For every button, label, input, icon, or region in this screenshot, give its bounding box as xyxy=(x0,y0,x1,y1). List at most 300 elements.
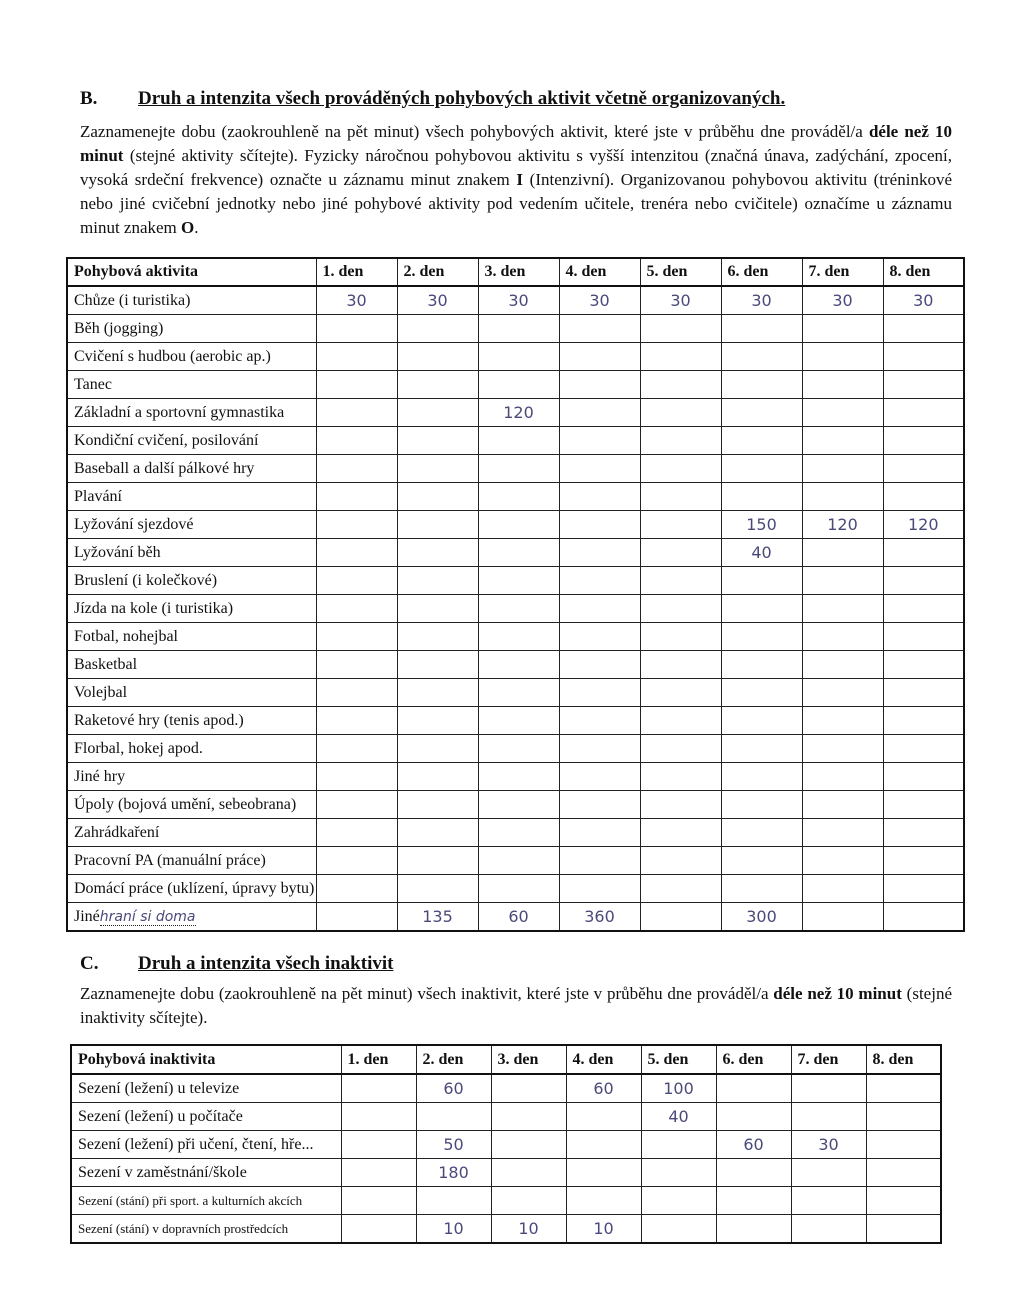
activity-row-label: Plavání xyxy=(67,483,316,511)
activity-cell-day-2[interactable] xyxy=(397,455,478,483)
activity-cell-day-4[interactable] xyxy=(559,595,640,623)
activity-cell-day-4[interactable] xyxy=(559,623,640,651)
activity-cell-day-3[interactable] xyxy=(478,679,559,707)
activity-cell-day-6[interactable] xyxy=(721,651,802,679)
activity-cell-day-4[interactable] xyxy=(559,455,640,483)
activity-cell-day-7[interactable] xyxy=(802,343,883,371)
inactivity-row xyxy=(71,1131,941,1159)
inactivity-cell-day-4[interactable] xyxy=(566,1159,641,1187)
activity-cell-day-5[interactable] xyxy=(640,427,721,455)
activity-cell-day-3[interactable] xyxy=(478,791,559,819)
activity-cell-day-5[interactable] xyxy=(640,875,721,903)
activity-row-label: Bruslení (i kolečkové) xyxy=(67,567,316,595)
activity-header-label: Pohybová aktivita xyxy=(67,258,316,286)
activity-row xyxy=(67,371,964,399)
activity-cell-day-4[interactable] xyxy=(559,819,640,847)
activity-cell-day-7[interactable]: 120 xyxy=(802,511,883,539)
inactivity-cell-day-1[interactable] xyxy=(341,1074,416,1103)
activity-cell-day-6[interactable] xyxy=(721,567,802,595)
activity-cell-day-6[interactable] xyxy=(721,819,802,847)
activity-cell-day-1[interactable] xyxy=(316,371,397,399)
activity-row xyxy=(67,286,964,315)
activity-other-cell-day-7[interactable] xyxy=(802,903,883,932)
activity-header-day-2: 2. den xyxy=(397,258,478,286)
activity-cell-day-7[interactable] xyxy=(802,791,883,819)
activity-cell-day-5[interactable] xyxy=(640,679,721,707)
inactivity-cell-day-6[interactable] xyxy=(716,1187,791,1215)
activity-cell-day-3[interactable] xyxy=(478,763,559,791)
activity-cell-day-6[interactable]: 40 xyxy=(721,539,802,567)
activity-cell-day-3[interactable] xyxy=(478,735,559,763)
activity-row xyxy=(67,623,964,651)
activity-row-label: Jiné hry xyxy=(67,763,316,791)
activity-row xyxy=(67,735,964,763)
activity-cell-day-2[interactable] xyxy=(397,567,478,595)
activity-row-label: Tanec xyxy=(67,371,316,399)
activity-cell-day-2[interactable] xyxy=(397,399,478,427)
activity-cell-day-8[interactable] xyxy=(883,371,964,399)
inactivity-cell-day-3[interactable] xyxy=(491,1159,566,1187)
activity-cell-day-6[interactable] xyxy=(721,679,802,707)
inactivity-cell-day-5[interactable] xyxy=(641,1159,716,1187)
inactivity-header-day-1: 1. den xyxy=(341,1045,416,1074)
section-b-para-3: (Intenzivní). Organizovanou pohybovou aktivitu (tréninkové nebo jiné cvičební jednotky nebo jiné pohybové aktivity pod vedením učitele, trenéra nebo cvičitele) označíme u záznamu minut znakem xyxy=(80,170,952,237)
inactivity-cell-day-7[interactable] xyxy=(791,1103,866,1131)
activity-cell-day-6[interactable] xyxy=(721,427,802,455)
activity-cell-day-7[interactable] xyxy=(802,539,883,567)
activity-row xyxy=(67,679,964,707)
activity-cell-day-3[interactable] xyxy=(478,651,559,679)
activity-row xyxy=(67,455,964,483)
activity-cell-day-5[interactable] xyxy=(640,791,721,819)
activity-cell-day-4[interactable] xyxy=(559,847,640,875)
activity-cell-day-6[interactable] xyxy=(721,399,802,427)
inactivity-cell-day-3[interactable] xyxy=(491,1187,566,1215)
activity-row xyxy=(67,483,964,511)
inactivity-cell-day-5[interactable] xyxy=(641,1131,716,1159)
inactivity-cell-day-1[interactable] xyxy=(341,1187,416,1215)
activity-cell-day-1[interactable] xyxy=(316,539,397,567)
inactivity-row xyxy=(71,1159,941,1187)
activity-cell-day-4[interactable] xyxy=(559,511,640,539)
activity-cell-day-7[interactable] xyxy=(802,371,883,399)
activity-row xyxy=(67,399,964,427)
activity-cell-day-7[interactable] xyxy=(802,735,883,763)
inactivity-cell-day-4[interactable]: 60 xyxy=(566,1074,641,1103)
inactivity-cell-day-2[interactable] xyxy=(416,1103,491,1131)
inactivity-cell-day-4[interactable] xyxy=(566,1187,641,1215)
activity-table xyxy=(66,257,965,932)
activity-row-label: Basketbal xyxy=(67,651,316,679)
activity-cell-day-4[interactable] xyxy=(559,707,640,735)
inactivity-cell-day-6[interactable] xyxy=(716,1159,791,1187)
inactivity-cell-day-6[interactable]: 60 xyxy=(716,1131,791,1159)
activity-other-cell-day-3[interactable]: 60 xyxy=(478,903,559,932)
activity-cell-day-8[interactable] xyxy=(883,315,964,343)
activity-cell-day-3[interactable] xyxy=(478,315,559,343)
activity-cell-day-7[interactable] xyxy=(802,567,883,595)
activity-cell-day-7[interactable] xyxy=(802,427,883,455)
section-b-instructions xyxy=(80,120,952,240)
activity-row-other-label xyxy=(67,903,316,932)
activity-cell-day-3[interactable] xyxy=(478,371,559,399)
activity-cell-day-5[interactable] xyxy=(640,623,721,651)
activity-cell-day-8[interactable] xyxy=(883,567,964,595)
activity-cell-day-7[interactable] xyxy=(802,623,883,651)
activity-cell-day-5[interactable]: 30 xyxy=(640,286,721,315)
activity-cell-day-2[interactable] xyxy=(397,315,478,343)
section-b-para-2: (stejné aktivity sčítejte). Fyzicky náročnou pohybovou aktivitu s vyšší intenzitou (značná únava, zadýchání, zpocení, vysoká srdeční frekvence) označte u záznamu minut znakem xyxy=(80,146,952,189)
inactivity-cell-day-6[interactable] xyxy=(716,1103,791,1131)
activity-other-cell-day-2[interactable]: 135 xyxy=(397,903,478,932)
activity-cell-day-3[interactable] xyxy=(478,483,559,511)
activity-cell-day-1[interactable] xyxy=(316,847,397,875)
activity-cell-day-2[interactable] xyxy=(397,679,478,707)
activity-cell-day-1[interactable]: 30 xyxy=(316,286,397,315)
activity-cell-day-5[interactable] xyxy=(640,707,721,735)
activity-header-day-8: 8. den xyxy=(883,258,964,286)
inactivity-cell-day-2[interactable]: 60 xyxy=(416,1074,491,1103)
inactivity-cell-day-7[interactable] xyxy=(791,1187,866,1215)
activity-cell-day-3[interactable]: 30 xyxy=(478,286,559,315)
activity-header-day-5: 5. den xyxy=(640,258,721,286)
inactivity-cell-day-5[interactable] xyxy=(641,1215,716,1244)
activity-cell-day-5[interactable] xyxy=(640,763,721,791)
activity-cell-day-3[interactable] xyxy=(478,595,559,623)
activity-cell-day-6[interactable]: 30 xyxy=(721,286,802,315)
activity-cell-day-2[interactable] xyxy=(397,623,478,651)
activity-cell-day-1[interactable] xyxy=(316,707,397,735)
activity-row-label: Běh (jogging) xyxy=(67,315,316,343)
activity-cell-day-5[interactable] xyxy=(640,567,721,595)
activity-row-label: Chůze (i turistika) xyxy=(67,286,316,315)
activity-cell-day-8[interactable] xyxy=(883,343,964,371)
activity-cell-day-8[interactable] xyxy=(883,427,964,455)
activity-cell-day-2[interactable] xyxy=(397,735,478,763)
inactivity-cell-day-3[interactable] xyxy=(491,1103,566,1131)
activity-cell-day-1[interactable] xyxy=(316,483,397,511)
activity-cell-day-7[interactable] xyxy=(802,399,883,427)
activity-cell-day-3[interactable] xyxy=(478,819,559,847)
inactivity-row-label: Sezení (ležení) při učení, čtení, hře... xyxy=(71,1131,341,1159)
activity-cell-day-4[interactable] xyxy=(559,567,640,595)
activity-row xyxy=(67,595,964,623)
activity-cell-day-1[interactable] xyxy=(316,511,397,539)
activity-cell-day-4[interactable] xyxy=(559,679,640,707)
activity-cell-day-6[interactable] xyxy=(721,707,802,735)
activity-row-label: Základní a sportovní gymnastika xyxy=(67,399,316,427)
activity-row xyxy=(67,539,964,567)
inactivity-cell-day-4[interactable] xyxy=(566,1131,641,1159)
section-c-para-2: (stejné inaktivity sčítejte). xyxy=(80,984,952,1027)
activity-cell-day-6[interactable] xyxy=(721,735,802,763)
activity-cell-day-6[interactable] xyxy=(721,791,802,819)
inactivity-cell-day-7[interactable] xyxy=(791,1159,866,1187)
activity-cell-day-8[interactable] xyxy=(883,847,964,875)
inactivity-cell-day-1[interactable] xyxy=(341,1103,416,1131)
activity-cell-day-5[interactable] xyxy=(640,315,721,343)
activity-cell-day-4[interactable] xyxy=(559,315,640,343)
activity-other-cell-day-5[interactable] xyxy=(640,903,721,932)
activity-cell-day-3[interactable]: 120 xyxy=(478,399,559,427)
activity-other-cell-day-1[interactable] xyxy=(316,903,397,932)
inactivity-cell-day-8[interactable] xyxy=(866,1131,941,1159)
inactivity-cell-day-3[interactable] xyxy=(491,1131,566,1159)
inactivity-cell-day-2[interactable] xyxy=(416,1187,491,1215)
activity-row-label: Pracovní PA (manuální práce) xyxy=(67,847,316,875)
activity-cell-day-8[interactable] xyxy=(883,595,964,623)
activity-cell-day-4[interactable]: 30 xyxy=(559,286,640,315)
activity-cell-day-3[interactable] xyxy=(478,623,559,651)
inactivity-row xyxy=(71,1103,941,1131)
inactivity-row-label: Sezení (stání) v dopravních prostředcích xyxy=(71,1215,341,1244)
activity-cell-day-1[interactable] xyxy=(316,679,397,707)
activity-cell-day-6[interactable] xyxy=(721,763,802,791)
section-c-para-1: Zaznamenejte dobu (zaokrouhleně na pět minut) všech inaktivit, které jste v průběhu dne prováděl/a xyxy=(80,984,769,1003)
inactivity-cell-day-1[interactable] xyxy=(341,1131,416,1159)
section-b-para-1: Zaznamenejte dobu (zaokrouhleně na pět minut) všech pohybových aktivit, které jste v průběhu dne prováděl/a xyxy=(80,122,863,141)
activity-row xyxy=(67,427,964,455)
activity-cell-day-1[interactable] xyxy=(316,651,397,679)
activity-cell-day-1[interactable] xyxy=(316,763,397,791)
activity-cell-day-2[interactable] xyxy=(397,763,478,791)
activity-cell-day-4[interactable] xyxy=(559,427,640,455)
activity-cell-day-8[interactable] xyxy=(883,651,964,679)
activity-cell-day-1[interactable] xyxy=(316,455,397,483)
activity-cell-day-5[interactable] xyxy=(640,735,721,763)
activity-cell-day-5[interactable] xyxy=(640,371,721,399)
activity-cell-day-2[interactable] xyxy=(397,707,478,735)
activity-row-label: Cvičení s hudbou (aerobic ap.) xyxy=(67,343,316,371)
inactivity-header-day-8: 8. den xyxy=(866,1045,941,1074)
inactivity-cell-day-2[interactable]: 50 xyxy=(416,1131,491,1159)
activity-row-label: Kondiční cvičení, posilování xyxy=(67,427,316,455)
activity-cell-day-7[interactable] xyxy=(802,679,883,707)
inactivity-cell-day-3[interactable] xyxy=(491,1074,566,1103)
activity-cell-day-2[interactable] xyxy=(397,511,478,539)
activity-cell-day-2[interactable] xyxy=(397,427,478,455)
inactivity-row xyxy=(71,1187,941,1215)
activity-cell-day-4[interactable] xyxy=(559,343,640,371)
activity-cell-day-1[interactable] xyxy=(316,875,397,903)
activity-cell-day-1[interactable] xyxy=(316,623,397,651)
activity-cell-day-3[interactable] xyxy=(478,567,559,595)
activity-cell-day-8[interactable] xyxy=(883,791,964,819)
activity-cell-day-4[interactable] xyxy=(559,651,640,679)
section-b-para-bold-2: I xyxy=(516,170,524,189)
activity-cell-day-7[interactable] xyxy=(802,315,883,343)
activity-cell-day-8[interactable]: 120 xyxy=(883,511,964,539)
activity-cell-day-3[interactable] xyxy=(478,455,559,483)
activity-cell-day-1[interactable] xyxy=(316,567,397,595)
activity-cell-day-3[interactable] xyxy=(478,511,559,539)
activity-row xyxy=(67,651,964,679)
activity-cell-day-4[interactable] xyxy=(559,763,640,791)
activity-cell-day-8[interactable] xyxy=(883,539,964,567)
activity-cell-day-4[interactable] xyxy=(559,483,640,511)
inactivity-cell-day-7[interactable]: 30 xyxy=(791,1131,866,1159)
activity-cell-day-6[interactable] xyxy=(721,343,802,371)
activity-cell-day-2[interactable] xyxy=(397,875,478,903)
activity-cell-day-4[interactable] xyxy=(559,875,640,903)
activity-row xyxy=(67,791,964,819)
inactivity-cell-day-7[interactable] xyxy=(791,1074,866,1103)
activity-cell-day-4[interactable] xyxy=(559,791,640,819)
activity-cell-day-1[interactable] xyxy=(316,595,397,623)
activity-row xyxy=(67,315,964,343)
activity-cell-day-1[interactable] xyxy=(316,315,397,343)
activity-cell-day-3[interactable] xyxy=(478,847,559,875)
activity-cell-day-8[interactable] xyxy=(883,735,964,763)
activity-cell-day-5[interactable] xyxy=(640,819,721,847)
inactivity-cell-day-5[interactable]: 40 xyxy=(641,1103,716,1131)
activity-cell-day-3[interactable] xyxy=(478,707,559,735)
activity-cell-day-8[interactable] xyxy=(883,875,964,903)
inactivity-cell-day-8[interactable] xyxy=(866,1103,941,1131)
activity-cell-day-4[interactable] xyxy=(559,735,640,763)
activity-cell-day-2[interactable] xyxy=(397,539,478,567)
activity-cell-day-1[interactable] xyxy=(316,735,397,763)
activity-cell-day-6[interactable] xyxy=(721,623,802,651)
activity-cell-day-5[interactable] xyxy=(640,483,721,511)
activity-cell-day-5[interactable] xyxy=(640,399,721,427)
activity-cell-day-3[interactable] xyxy=(478,343,559,371)
activity-cell-day-8[interactable] xyxy=(883,483,964,511)
activity-cell-day-1[interactable] xyxy=(316,399,397,427)
activity-cell-day-8[interactable] xyxy=(883,763,964,791)
inactivity-cell-day-4[interactable] xyxy=(566,1103,641,1131)
activity-cell-day-8[interactable] xyxy=(883,623,964,651)
activity-row xyxy=(67,875,964,903)
activity-cell-day-8[interactable] xyxy=(883,819,964,847)
inactivity-cell-day-2[interactable]: 10 xyxy=(416,1215,491,1244)
inactivity-header-row xyxy=(71,1045,941,1074)
activity-cell-day-6[interactable] xyxy=(721,875,802,903)
inactivity-cell-day-3[interactable]: 10 xyxy=(491,1215,566,1244)
other-activity-written[interactable]: hraní si doma xyxy=(99,908,196,925)
activity-cell-day-3[interactable] xyxy=(478,539,559,567)
inactivity-cell-day-7[interactable] xyxy=(791,1215,866,1244)
activity-cell-day-2[interactable]: 30 xyxy=(397,286,478,315)
inactivity-header-day-5: 5. den xyxy=(641,1045,716,1074)
activity-cell-day-8[interactable] xyxy=(883,399,964,427)
activity-cell-day-5[interactable] xyxy=(640,511,721,539)
activity-cell-day-5[interactable] xyxy=(640,343,721,371)
activity-cell-day-2[interactable] xyxy=(397,651,478,679)
activity-cell-day-7[interactable]: 30 xyxy=(802,286,883,315)
activity-cell-day-5[interactable] xyxy=(640,651,721,679)
activity-cell-day-2[interactable] xyxy=(397,371,478,399)
activity-cell-day-3[interactable] xyxy=(478,875,559,903)
activity-cell-day-7[interactable] xyxy=(802,483,883,511)
activity-cell-day-7[interactable] xyxy=(802,875,883,903)
activity-cell-day-6[interactable]: 150 xyxy=(721,511,802,539)
activity-cell-day-6[interactable] xyxy=(721,315,802,343)
activity-cell-day-3[interactable] xyxy=(478,427,559,455)
activity-header-day-6: 6. den xyxy=(721,258,802,286)
activity-row-label: Domácí práce (uklízení, úpravy bytu) xyxy=(67,875,316,903)
activity-cell-day-6[interactable] xyxy=(721,847,802,875)
activity-cell-day-8[interactable]: 30 xyxy=(883,286,964,315)
activity-other-cell-day-8[interactable] xyxy=(883,903,964,932)
inactivity-cell-day-8[interactable] xyxy=(866,1074,941,1103)
activity-cell-day-7[interactable] xyxy=(802,595,883,623)
inactivity-cell-day-2[interactable]: 180 xyxy=(416,1159,491,1187)
activity-header-day-7: 7. den xyxy=(802,258,883,286)
inactivity-cell-day-1[interactable] xyxy=(341,1215,416,1244)
activity-cell-day-7[interactable] xyxy=(802,847,883,875)
section-c-letter: C. xyxy=(80,953,99,974)
inactivity-cell-day-8[interactable] xyxy=(866,1159,941,1187)
inactivity-cell-day-5[interactable] xyxy=(641,1187,716,1215)
activity-cell-day-6[interactable] xyxy=(721,455,802,483)
activity-cell-day-2[interactable] xyxy=(397,595,478,623)
activity-cell-day-4[interactable] xyxy=(559,539,640,567)
inactivity-cell-day-6[interactable] xyxy=(716,1074,791,1103)
activity-other-cell-day-4[interactable]: 360 xyxy=(559,903,640,932)
inactivity-row-label: Sezení (stání) při sport. a kulturních akcích xyxy=(71,1187,341,1215)
activity-row xyxy=(67,847,964,875)
activity-cell-day-6[interactable] xyxy=(721,483,802,511)
activity-cell-day-5[interactable] xyxy=(640,455,721,483)
activity-cell-day-8[interactable] xyxy=(883,707,964,735)
activity-cell-day-6[interactable] xyxy=(721,595,802,623)
activity-cell-day-8[interactable] xyxy=(883,679,964,707)
inactivity-header-day-2: 2. den xyxy=(416,1045,491,1074)
activity-cell-day-2[interactable] xyxy=(397,483,478,511)
activity-row-label: Úpoly (bojová umění, sebeobrana) xyxy=(67,791,316,819)
activity-row-label: Fotbal, nohejbal xyxy=(67,623,316,651)
activity-cell-day-4[interactable] xyxy=(559,399,640,427)
inactivity-header-day-3: 3. den xyxy=(491,1045,566,1074)
activity-cell-day-6[interactable] xyxy=(721,371,802,399)
inactivity-cell-day-6[interactable] xyxy=(716,1215,791,1244)
activity-row xyxy=(67,763,964,791)
activity-cell-day-1[interactable] xyxy=(316,791,397,819)
activity-cell-day-4[interactable] xyxy=(559,371,640,399)
section-b-para-bold-3: O xyxy=(181,218,195,237)
section-c-heading xyxy=(80,953,393,975)
activity-row xyxy=(67,819,964,847)
activity-cell-day-2[interactable] xyxy=(397,847,478,875)
inactivity-row xyxy=(71,1074,941,1103)
activity-cell-day-7[interactable] xyxy=(802,651,883,679)
inactivity-cell-day-5[interactable]: 100 xyxy=(641,1074,716,1103)
activity-row xyxy=(67,343,964,371)
activity-cell-day-7[interactable] xyxy=(802,819,883,847)
inactivity-cell-day-4[interactable]: 10 xyxy=(566,1215,641,1244)
activity-cell-day-1[interactable] xyxy=(316,819,397,847)
inactivity-cell-day-8[interactable] xyxy=(866,1215,941,1244)
activity-row-label: Florbal, hokej apod. xyxy=(67,735,316,763)
activity-cell-day-7[interactable] xyxy=(802,707,883,735)
inactivity-cell-day-8[interactable] xyxy=(866,1187,941,1215)
activity-cell-day-8[interactable] xyxy=(883,455,964,483)
inactivity-cell-day-1[interactable] xyxy=(341,1159,416,1187)
activity-cell-day-2[interactable] xyxy=(397,819,478,847)
activity-cell-day-5[interactable] xyxy=(640,539,721,567)
activity-cell-day-1[interactable] xyxy=(316,427,397,455)
activity-cell-day-2[interactable] xyxy=(397,343,478,371)
activity-cell-day-1[interactable] xyxy=(316,343,397,371)
activity-cell-day-5[interactable] xyxy=(640,847,721,875)
activity-other-cell-day-6[interactable]: 300 xyxy=(721,903,802,932)
activity-cell-day-7[interactable] xyxy=(802,455,883,483)
activity-cell-day-5[interactable] xyxy=(640,595,721,623)
inactivity-row-label: Sezení (ležení) u televize xyxy=(71,1074,341,1103)
activity-cell-day-2[interactable] xyxy=(397,791,478,819)
activity-cell-day-7[interactable] xyxy=(802,763,883,791)
